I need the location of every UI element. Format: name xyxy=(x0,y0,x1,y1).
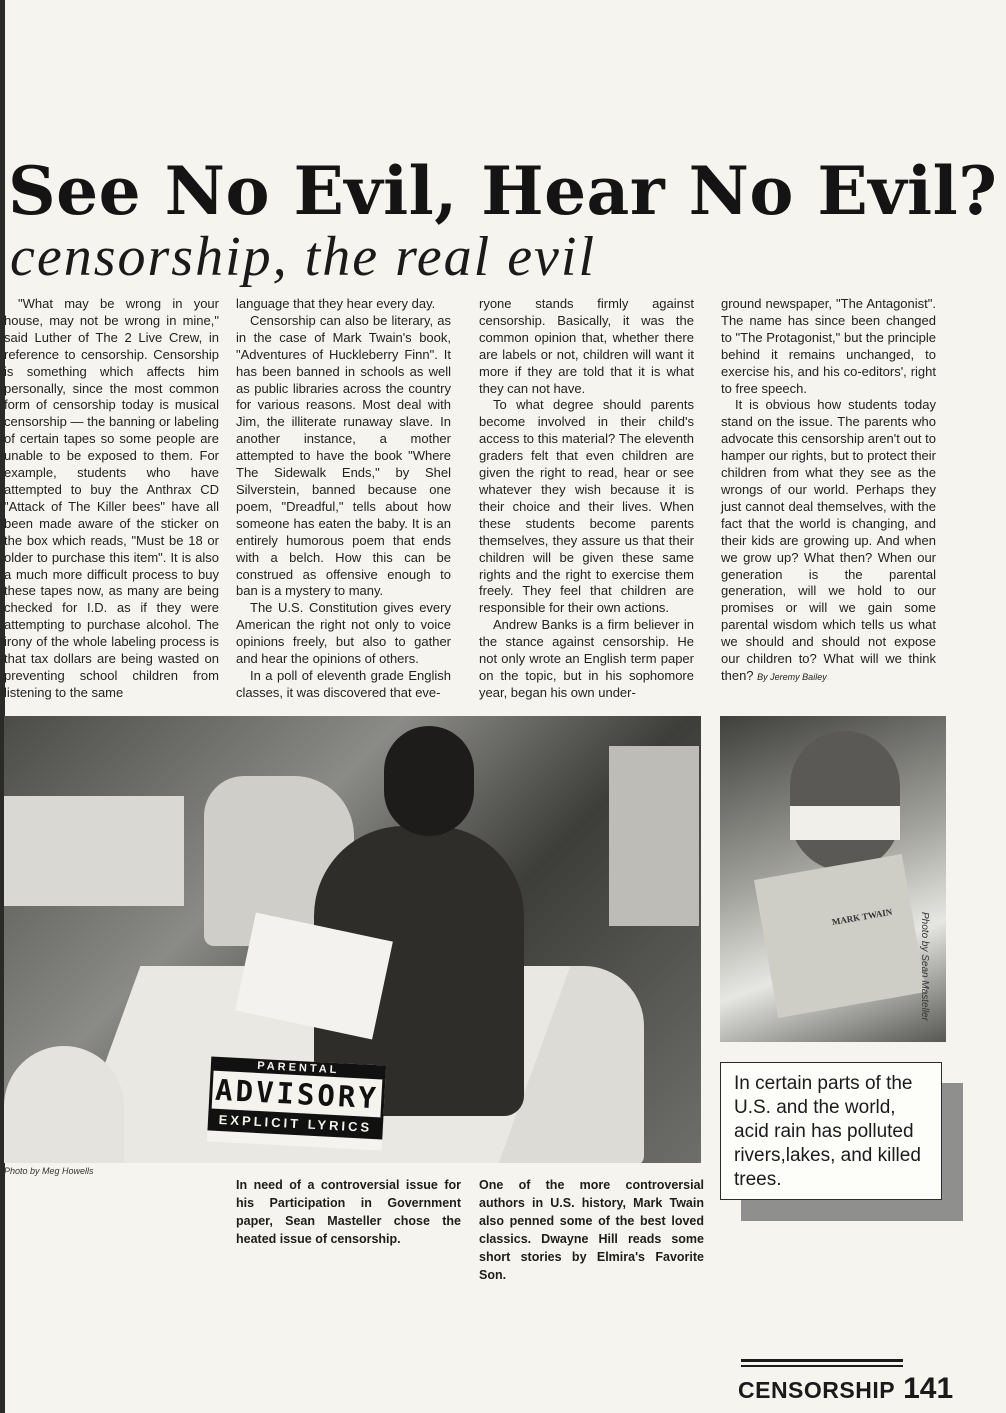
article-column-1 xyxy=(4,296,219,702)
page-footer xyxy=(738,1372,953,1406)
sticker-bottom-text: EXPLICIT LYRICS xyxy=(207,1108,383,1139)
photo-person-head xyxy=(790,731,900,871)
page-number: 141 xyxy=(903,1372,954,1405)
sticker-main-text: ADVISORY xyxy=(209,1070,386,1117)
photo-credit: Photo by Meg Howells xyxy=(4,1166,94,1176)
paragraph: Censorship can also be literary, as in the case of Mark Twain's book, "Adventures of Huckleberry Finn". It has been banned in schools as well as public libraries across the country for various reasons. Most deal with Jim, the illiterate runaway slave. In another instance, a mother attempted to have the book "Where The Sidewalk Ends," by Shel Silverstein, banned because one poem, "Dreadful," tells about how someone has eaten the baby. It is an entirely humorous poem that ends with a belch. How this can be construed as offensive enough to ban is a mystery to many. xyxy=(236,312,451,599)
paragraph: ground newspaper, "The Antagonist". The name has since been changed to "The Protagonist," but the principle behind it remains unchanged, to exercise his, and his co-editors', right to free speech. xyxy=(721,296,936,396)
section-name: CENSORSHIP xyxy=(738,1377,896,1403)
paragraph: To what degree should parents become involved in their child's access to this material? The eleventh graders felt that even children are given the right to read, hear or see whatever they wish because it is their choice and their lives. When these students become parents themselves, they assure us that their children will be given these same rights and the right to exercise them freely. They feel that children are responsible for their own actions. xyxy=(479,397,694,616)
parental-advisory-sticker xyxy=(207,1056,386,1150)
photo-table xyxy=(4,796,184,906)
callout-text: In certain parts of the U.S. and the world, acid rain has polluted rivers,lakes, and killed trees. xyxy=(734,1073,921,1190)
photo-student-head xyxy=(384,726,474,836)
sticker-top-text: PARENTAL xyxy=(211,1056,386,1079)
headline: See No Evil, Hear No Evil? xyxy=(8,152,998,230)
paragraph: language that they hear every day. xyxy=(236,296,436,311)
book-title: MARK TWAIN xyxy=(831,906,893,928)
photo-chair xyxy=(4,1046,124,1163)
main-photo xyxy=(4,716,701,1163)
photo-credit: Photo by Sean Masteller xyxy=(919,912,930,1021)
side-photo xyxy=(720,716,946,1042)
photo-caption: One of the more controversial authors in U.S. history, Mark Twain also penned some of the best loved classics. Dwayne Hill reads some short stories by Elmira's Favorite Son. xyxy=(479,1178,704,1282)
article-column-2 xyxy=(236,296,451,702)
paragraph: The U.S. Constitution gives every American the right not only to voice opinions freely, but also to gather and hear the opinions of others. xyxy=(236,600,451,667)
photo-caption: In need of a controversial issue for his Participation in Government paper, Sean Masteller chose the heated issue of censorship. xyxy=(236,1178,461,1246)
photo-book xyxy=(754,854,926,1018)
footer-rule xyxy=(741,1365,903,1367)
photo-tape-over-mouth xyxy=(790,806,900,840)
footer-rule xyxy=(741,1359,903,1362)
article-column-3 xyxy=(479,296,694,702)
paragraph: ryone stands firmly against censorship. Basically, it was the common opinion that, whether there are labels or not, children will want it more if they are told that it is what they can not have. xyxy=(479,296,694,396)
paragraph: Andrew Banks is a firm believer in the stance against censorship. He not only wrote an English term paper on the topic, but in his sophomore year, began his own under- xyxy=(479,617,694,700)
paragraph-text: It is obvious how students today stand on the issue. The parents who advocate this censorship aren't out to hamper our rights, but to protect their children from what they see as the wrongs of our world. Perhaps they just cannot deal themselves, with the fact that the world is changing, and their kids are growing up. And when we grow up? What then? When our generation is the parental generation, will we hold to our promises or will we gain some parental wisdom which tells us what we should and should not expose our children to? What will we think then? xyxy=(721,397,936,683)
paragraph: In a poll of eleventh grade English classes, it was discovered that eve- xyxy=(236,667,451,700)
article-column-4 xyxy=(721,296,936,686)
paragraph: "What may be wrong in your house, may not be wrong in mine," said Luther of The 2 Live Crew, in reference to censorship. Censorship is something which affects him personally, since the most common form of censorship today is musical censorship — the banning or labeling of certain tapes so some people are unable to be exposed to them. For example, students who have attempted to buy the Anthrax CD "Attack of The Killer bees" have all been made aware of the sticker on the box which reads, "Must be 18 or older to purchase this item". It is also a much more difficult process to buy these tapes now, as many are being checked for I.D. as if they were attempting to purchase alcohol. The irony of the whole labeling process is that tax dollars are being wasted on preventing school children from listening to the same xyxy=(4,296,219,700)
callout-box xyxy=(720,1062,942,1200)
photo-trash-bin xyxy=(609,746,699,926)
subheadline: censorship, the real evil xyxy=(10,226,597,288)
byline: By Jeremy Bailey xyxy=(757,671,827,682)
paragraph xyxy=(721,397,936,685)
page-binding-edge xyxy=(0,0,5,1413)
